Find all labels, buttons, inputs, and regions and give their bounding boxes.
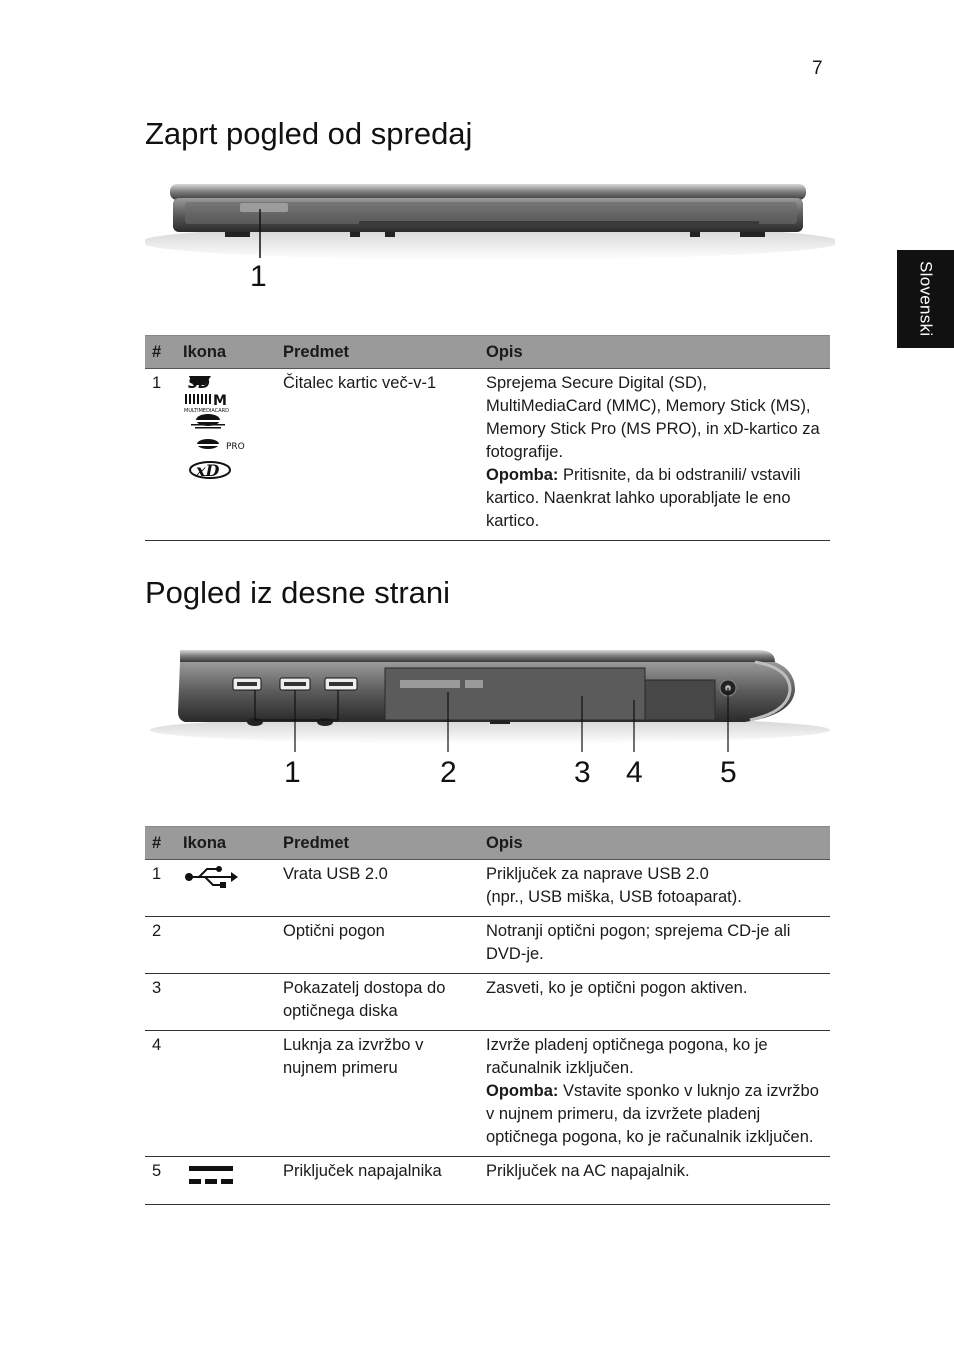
laptop-front-image bbox=[145, 176, 835, 301]
row-icon bbox=[176, 1157, 276, 1205]
row-description-text: Izvrže pladenj optičnega pogona, ko je računalnik izključen. bbox=[486, 1036, 768, 1077]
front-view-title: Zaprt pogled od spredaj bbox=[145, 116, 473, 151]
table-row bbox=[145, 1157, 830, 1205]
right-callout-3: 3 bbox=[574, 756, 591, 789]
right-callout-5: 5 bbox=[720, 756, 737, 789]
row-item: Pokazatelj dostopa do optičnega diska bbox=[276, 974, 479, 1031]
row-description-text-2: (npr., USB miška, USB fotoaparat). bbox=[486, 888, 742, 906]
row-icon bbox=[176, 1031, 276, 1157]
language-tab-label: Slovenski bbox=[916, 261, 936, 337]
row-number: 1 bbox=[145, 369, 176, 541]
header-number: # bbox=[145, 336, 176, 369]
note-label: Opomba: bbox=[486, 466, 559, 484]
right-callout-1: 1 bbox=[284, 756, 301, 789]
right-callout-2: 2 bbox=[440, 756, 457, 789]
note-text: Vstavite sponko v luknjo za izvržbo v nujnem primeru, da izvržete pladenj optičnega pogona, ko je računalnik izključen. bbox=[486, 1082, 819, 1146]
row-item: Priključek napajalnika bbox=[276, 1157, 479, 1205]
row-description bbox=[479, 860, 830, 917]
table-header-row bbox=[145, 336, 830, 369]
header-description: Opis bbox=[479, 336, 830, 369]
row-item: Luknja za izvržbo v nujnem primeru bbox=[276, 1031, 479, 1157]
header-number: # bbox=[145, 827, 176, 860]
front-view-table bbox=[145, 335, 830, 541]
svg-text:M: M bbox=[213, 393, 227, 409]
usb-icon bbox=[183, 863, 239, 891]
page-number: 7 bbox=[812, 58, 823, 79]
row-number: 3 bbox=[145, 974, 176, 1031]
svg-text:SD: SD bbox=[188, 376, 210, 392]
card-reader-icons bbox=[176, 369, 276, 541]
laptop-right-side-image bbox=[145, 640, 835, 760]
header-icon: Ikona bbox=[176, 336, 276, 369]
header-item: Predmet bbox=[276, 336, 479, 369]
header-item: Predmet bbox=[276, 827, 479, 860]
row-item: Optični pogon bbox=[276, 917, 479, 974]
table-row bbox=[145, 369, 830, 541]
xd-logo-label: xD bbox=[196, 461, 220, 480]
table-row bbox=[145, 974, 830, 1031]
row-number: 1 bbox=[145, 860, 176, 917]
language-tab bbox=[897, 250, 954, 348]
row-icon bbox=[176, 860, 276, 917]
row-description bbox=[479, 369, 830, 541]
note-text: Pritisnite, da bi odstranili/ vstavili kartico. Naenkrat lahko uporabljate le eno kartico. bbox=[486, 466, 801, 530]
row-number: 2 bbox=[145, 917, 176, 974]
header-description: Opis bbox=[479, 827, 830, 860]
row-description bbox=[479, 1031, 830, 1157]
front-view-illustration bbox=[145, 176, 835, 301]
table-header-row bbox=[145, 827, 830, 860]
row-item: Čitalec kartic več-v-1 bbox=[276, 369, 479, 541]
row-number: 5 bbox=[145, 1157, 176, 1205]
row-description-text: Sprejema Secure Digital (SD), MultiMediaCard (MMC), Memory Stick (MS), Memory Stick Pro (MS PRO), in xD-kartico za fotografije. bbox=[486, 374, 820, 461]
right-view-illustration bbox=[145, 640, 835, 760]
row-icon bbox=[176, 917, 276, 974]
row-item: Vrata USB 2.0 bbox=[276, 860, 479, 917]
memory-card-logos-icon bbox=[183, 372, 253, 490]
right-view-title: Pogled iz desne strani bbox=[145, 575, 451, 610]
row-icon bbox=[176, 974, 276, 1031]
table-row bbox=[145, 860, 830, 917]
row-description: Zasveti, ko je optični pogon aktiven. bbox=[479, 974, 830, 1031]
header-icon: Ikona bbox=[176, 827, 276, 860]
right-callout-4: 4 bbox=[626, 756, 643, 789]
ms-pro-logo-label: PRO bbox=[226, 442, 245, 452]
row-number: 4 bbox=[145, 1031, 176, 1157]
table-row bbox=[145, 917, 830, 974]
front-callout-1: 1 bbox=[250, 260, 267, 293]
row-description: Priključek na AC napajalnik. bbox=[479, 1157, 830, 1205]
note-label: Opomba: bbox=[486, 1082, 559, 1100]
mmc-logo-label: MULTIMEDIACARD bbox=[184, 408, 229, 414]
row-description: Notranji optični pogon; sprejema CD-je ali DVD-je. bbox=[479, 917, 830, 974]
row-description-text: Priključek za naprave USB 2.0 bbox=[486, 865, 709, 883]
right-view-table bbox=[145, 826, 830, 1205]
table-row bbox=[145, 1031, 830, 1157]
dc-power-icon bbox=[183, 1160, 239, 1190]
